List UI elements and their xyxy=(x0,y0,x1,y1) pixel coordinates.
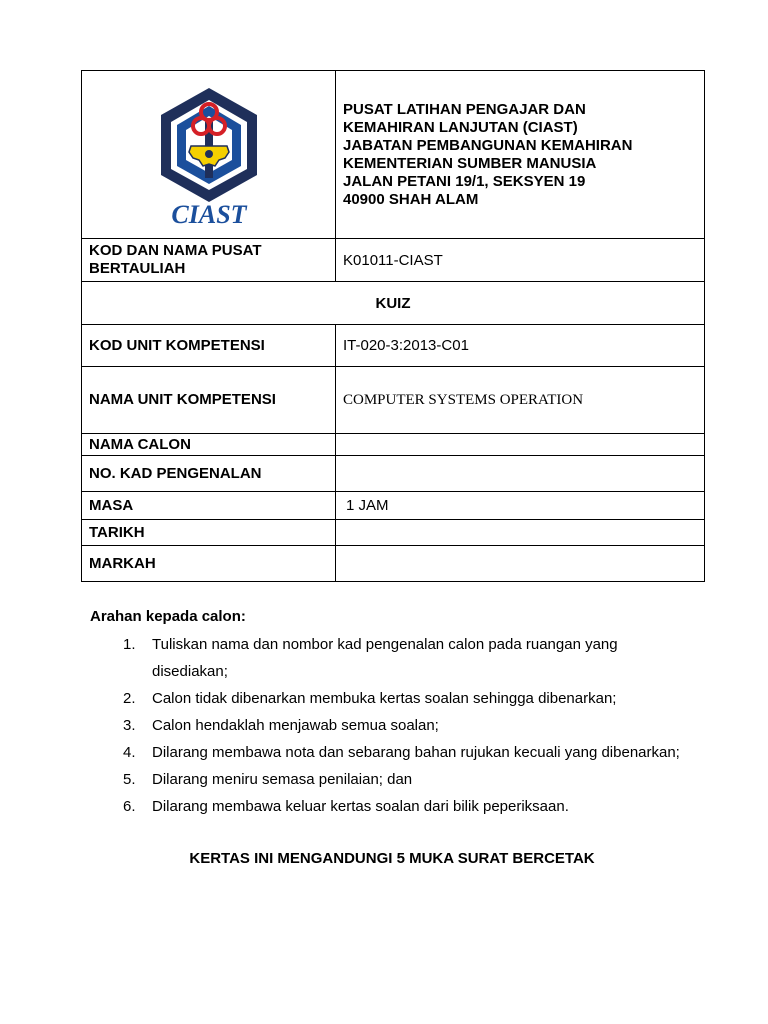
instruction-item xyxy=(90,712,700,739)
address-line: JABATAN PEMBANGUNAN KEMAHIRAN xyxy=(343,136,633,154)
unit-code-label: KOD UNIT KOMPETENSI xyxy=(82,325,336,367)
centre-label xyxy=(82,239,336,282)
page-count-note: KERTAS INI MENGANDUNGI 5 MUKA SURAT BERCETAK xyxy=(189,850,595,867)
document-title: KUIZ xyxy=(82,282,705,325)
unit-name-value: COMPUTER SYSTEMS OPERATION xyxy=(336,367,705,434)
instructions-section xyxy=(90,608,700,820)
instruction-text xyxy=(152,631,700,685)
ic-number-field[interactable] xyxy=(336,456,705,492)
cover-table xyxy=(81,70,705,582)
address-line: KEMENTERIAN SUMBER MANUSIA xyxy=(343,154,597,172)
marks-field[interactable] xyxy=(336,546,705,582)
instruction-number: 3. xyxy=(123,717,136,734)
centre-label-line: BERTAULIAH xyxy=(89,260,186,277)
instruction-item xyxy=(90,766,700,793)
candidate-name-field[interactable] xyxy=(336,434,705,456)
logo-cell xyxy=(82,71,336,239)
logo-text: CIAST xyxy=(170,199,247,229)
address-line: PUSAT LATIHAN PENGAJAR DAN xyxy=(343,100,586,118)
date-label: TARIKH xyxy=(82,520,336,546)
marks-label: MARKAH xyxy=(82,546,336,582)
instruction-text-line: Tuliskan nama dan nombor kad pengenalan calon pada ruangan yang xyxy=(152,636,618,653)
time-label: MASA xyxy=(82,492,336,520)
instruction-item xyxy=(90,685,700,712)
instruction-item xyxy=(90,793,700,820)
date-field[interactable] xyxy=(336,520,705,546)
instruction-text: Calon tidak dibenarkan membuka kertas soalan sehingga dibenarkan; xyxy=(152,690,617,707)
instruction-number: 4. xyxy=(123,744,136,761)
instruction-text: Dilarang membawa keluar kertas soalan dari bilik peperiksaan. xyxy=(152,798,569,815)
candidate-name-label: NAMA CALON xyxy=(82,434,336,456)
centre-value: K01011-CIAST xyxy=(336,239,705,282)
instruction-number: 6. xyxy=(123,798,136,815)
instruction-number: 1. xyxy=(123,636,136,653)
instruction-text: Dilarang membawa nota dan sebarang bahan rujukan kecuali yang dibenarkan; xyxy=(152,744,680,761)
instruction-text-line: disediakan; xyxy=(152,663,228,680)
ciast-logo xyxy=(139,80,279,230)
instruction-item xyxy=(90,631,700,685)
centre-label-line: KOD DAN NAMA PUSAT xyxy=(89,242,262,259)
address-line: KEMAHIRAN LANJUTAN (CIAST) xyxy=(343,118,578,136)
address-line: 40900 SHAH ALAM xyxy=(343,190,479,208)
ic-number-label: NO. KAD PENGENALAN xyxy=(82,456,336,492)
address-cell xyxy=(336,71,705,239)
instruction-number: 2. xyxy=(123,690,136,707)
instruction-item xyxy=(90,739,700,766)
unit-code-value: IT-020-3:2013-C01 xyxy=(336,325,705,367)
time-value: 1 JAM xyxy=(336,492,705,520)
unit-name-label: NAMA UNIT KOMPETENSI xyxy=(82,367,336,434)
instruction-text: Calon hendaklah menjawab semua soalan; xyxy=(152,717,439,734)
instruction-text: Dilarang meniru semasa penilaian; dan xyxy=(152,771,413,788)
instructions-list xyxy=(90,631,700,820)
instructions-title: Arahan kepada calon: xyxy=(90,608,246,625)
instruction-number: 5. xyxy=(123,771,136,788)
address-line: JALAN PETANI 19/1, SEKSYEN 19 xyxy=(343,172,586,190)
